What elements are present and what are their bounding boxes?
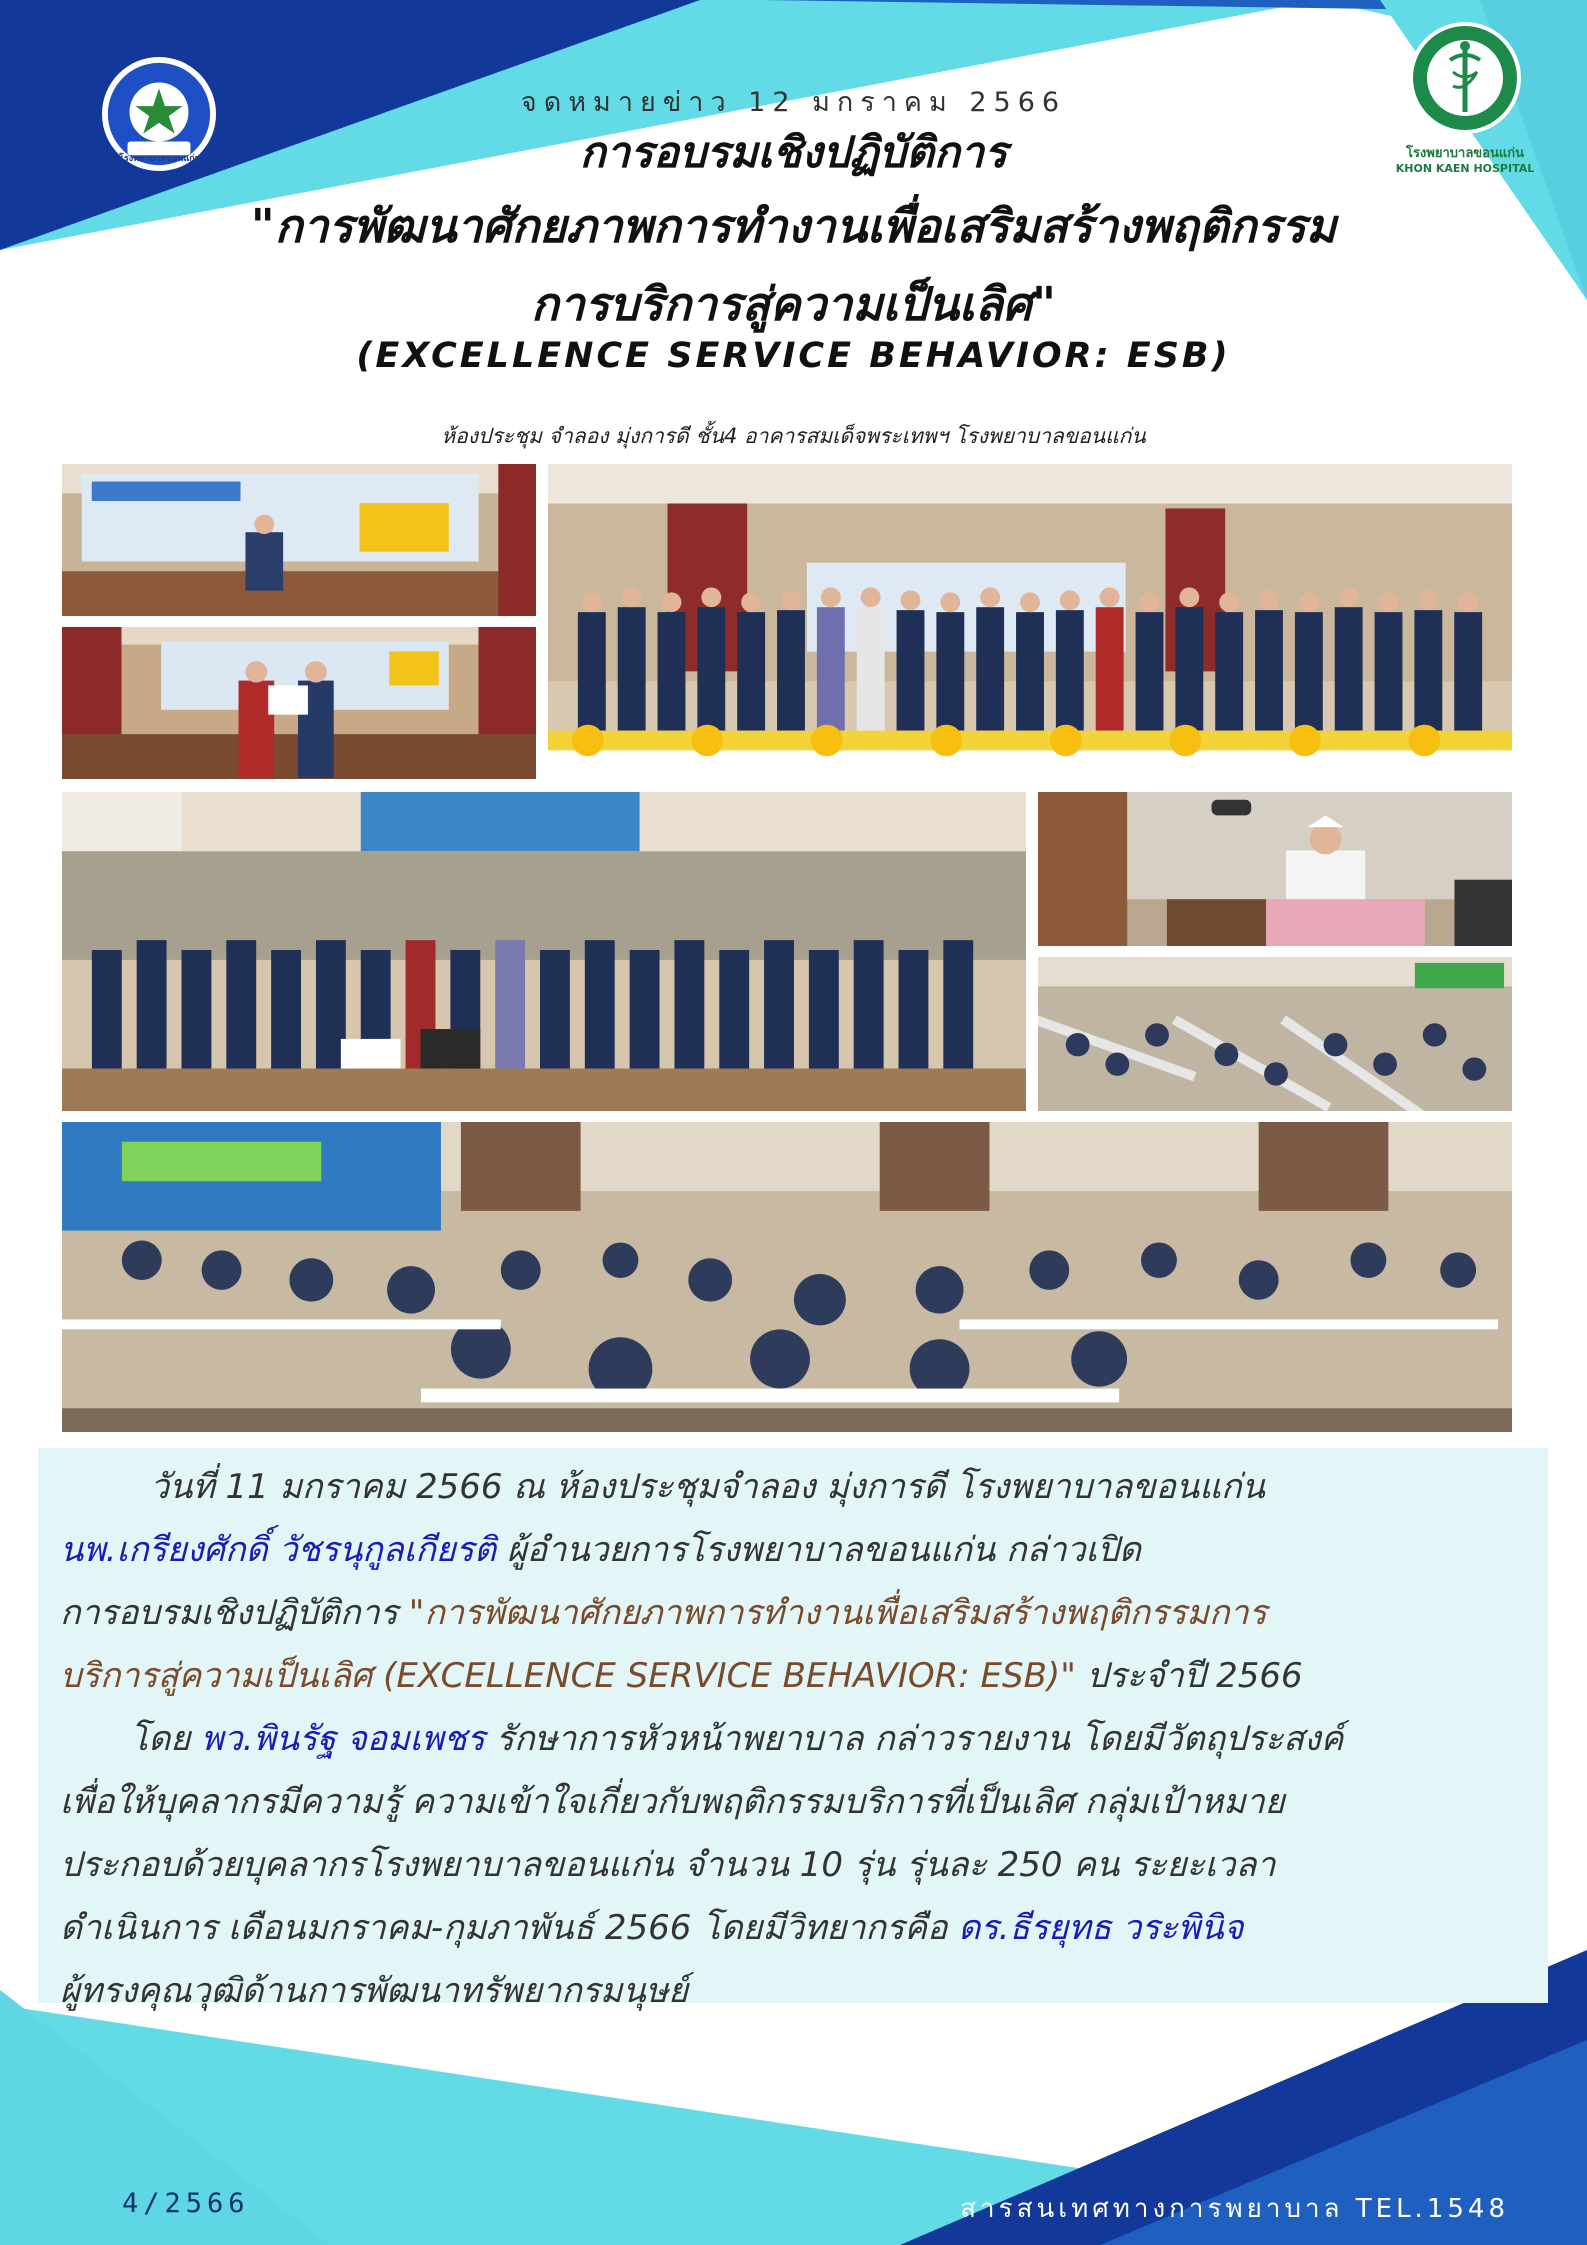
speaker-name: ดร.ธีรยุทธ วระพินิจ — [958, 1908, 1244, 1948]
schedule-text: ดำเนินการ เดือนมกราคม-กุมภาพันธ์ 2566 โดยมีวิทยากรคือ — [60, 1908, 959, 1948]
photo-podium-speaker — [60, 462, 538, 618]
article-line-4 — [60, 1645, 1540, 1708]
photo-group-stage — [546, 462, 1514, 781]
head-nurse-role: รักษาการหัวหน้าพยาบาล กล่าวรายงาน โดยมีวัตถุประสงค์ — [485, 1719, 1344, 1759]
director-name: นพ.เกรียงศักดิ์ วัชรนุกูลเกียรติ — [60, 1530, 497, 1570]
course-title-part-2: บริการสู่ความเป็นเลิศ (EXCELLENCE SERVICE BEHAVIOR: ESB)" — [60, 1656, 1076, 1696]
right-logo-name-en: KHON KAEN HOSPITAL — [1395, 162, 1535, 175]
opening-date-venue: วันที่ 11 มกราคม 2566 ณ ห้องประชุมจำลอง มุ่งการดี โรงพยาบาลขอนแก่น — [150, 1467, 1265, 1507]
article-line-9 — [60, 1960, 1540, 2023]
venue-line: ห้องประชุม จำลอง มุ่งการดี ชั้น4 อาคารสมเด็จพระเทพฯ โรงพยาบาลขอนแก่น — [441, 424, 1146, 448]
photo-group-thumbs-up — [60, 790, 1028, 1113]
photo-nurse-speaker — [1036, 790, 1514, 948]
contact-line: สารสนเทศทางการพยาบาล TEL.1548 — [960, 2194, 1509, 2224]
article-line-2 — [60, 1519, 1540, 1582]
title-line-4: (EXCELLENCE SERVICE BEHAVIOR: ESB) — [356, 336, 1231, 376]
course-title-part-1: "การพัฒนาศักยภาพการทำงานเพื่อเสริมสร้างพฤติกรรมการ — [408, 1593, 1267, 1633]
article-line-5 — [60, 1708, 1540, 1771]
right-logo-name-th: โรงพยาบาลขอนแก่น — [1405, 146, 1525, 161]
title-line-1: การอบรมเชิงปฏิบัติการ — [579, 128, 1008, 178]
by-prefix: โดย — [130, 1719, 202, 1759]
article-body — [60, 1456, 1540, 2023]
title-line-2: "การพัฒนาศักยภาพการทำงานเพื่อเสริมสร้างพฤติกรรม — [250, 199, 1337, 253]
article-line-7 — [60, 1834, 1540, 1897]
director-role: ผู้อำนวยการโรงพยาบาลขอนแก่น กล่าวเปิด — [496, 1530, 1141, 1570]
course-year: ประจำปี 2566 — [1075, 1656, 1303, 1696]
photo-award-handover — [60, 625, 538, 781]
participants-text: ประกอบด้วยบุคลากรโรงพยาบาลขอนแก่น จำนวน 10 รุ่น รุ่นละ 250 คน ระยะเวลา — [60, 1845, 1276, 1885]
article-line-3 — [60, 1582, 1540, 1645]
workshop-intro: การอบรมเชิงปฏิบัติการ — [60, 1593, 409, 1633]
article-line-8 — [60, 1897, 1540, 1960]
photo-wide-audience — [60, 1120, 1514, 1434]
issue-number: 4/2566 — [122, 2188, 250, 2219]
title-line-3: การบริการสู่ความเป็นเลิศ" — [531, 277, 1056, 331]
newsletter-date: จดหมายข่าว 12 มกราคม 2566 — [520, 87, 1067, 118]
photo-audience-seated — [1036, 955, 1514, 1113]
objective-text: เพื่อให้บุคลากรมีความรู้ ความเข้าใจเกี่ยวกับพฤติกรรมบริการที่เป็นเลิศ กลุ่มเป้าหมาย — [60, 1782, 1285, 1822]
article-line-1 — [60, 1456, 1540, 1519]
speaker-title: ผู้ทรงคุณวุฒิด้านการพัฒนาทรัพยากรมนุษย์ — [60, 1971, 689, 2011]
head-nurse-name: พว.พินรัฐ จอมเพชร — [201, 1719, 485, 1759]
article-line-6 — [60, 1771, 1540, 1834]
left-logo-caption: โรงพยาบาลขอนแก่น — [119, 154, 201, 164]
